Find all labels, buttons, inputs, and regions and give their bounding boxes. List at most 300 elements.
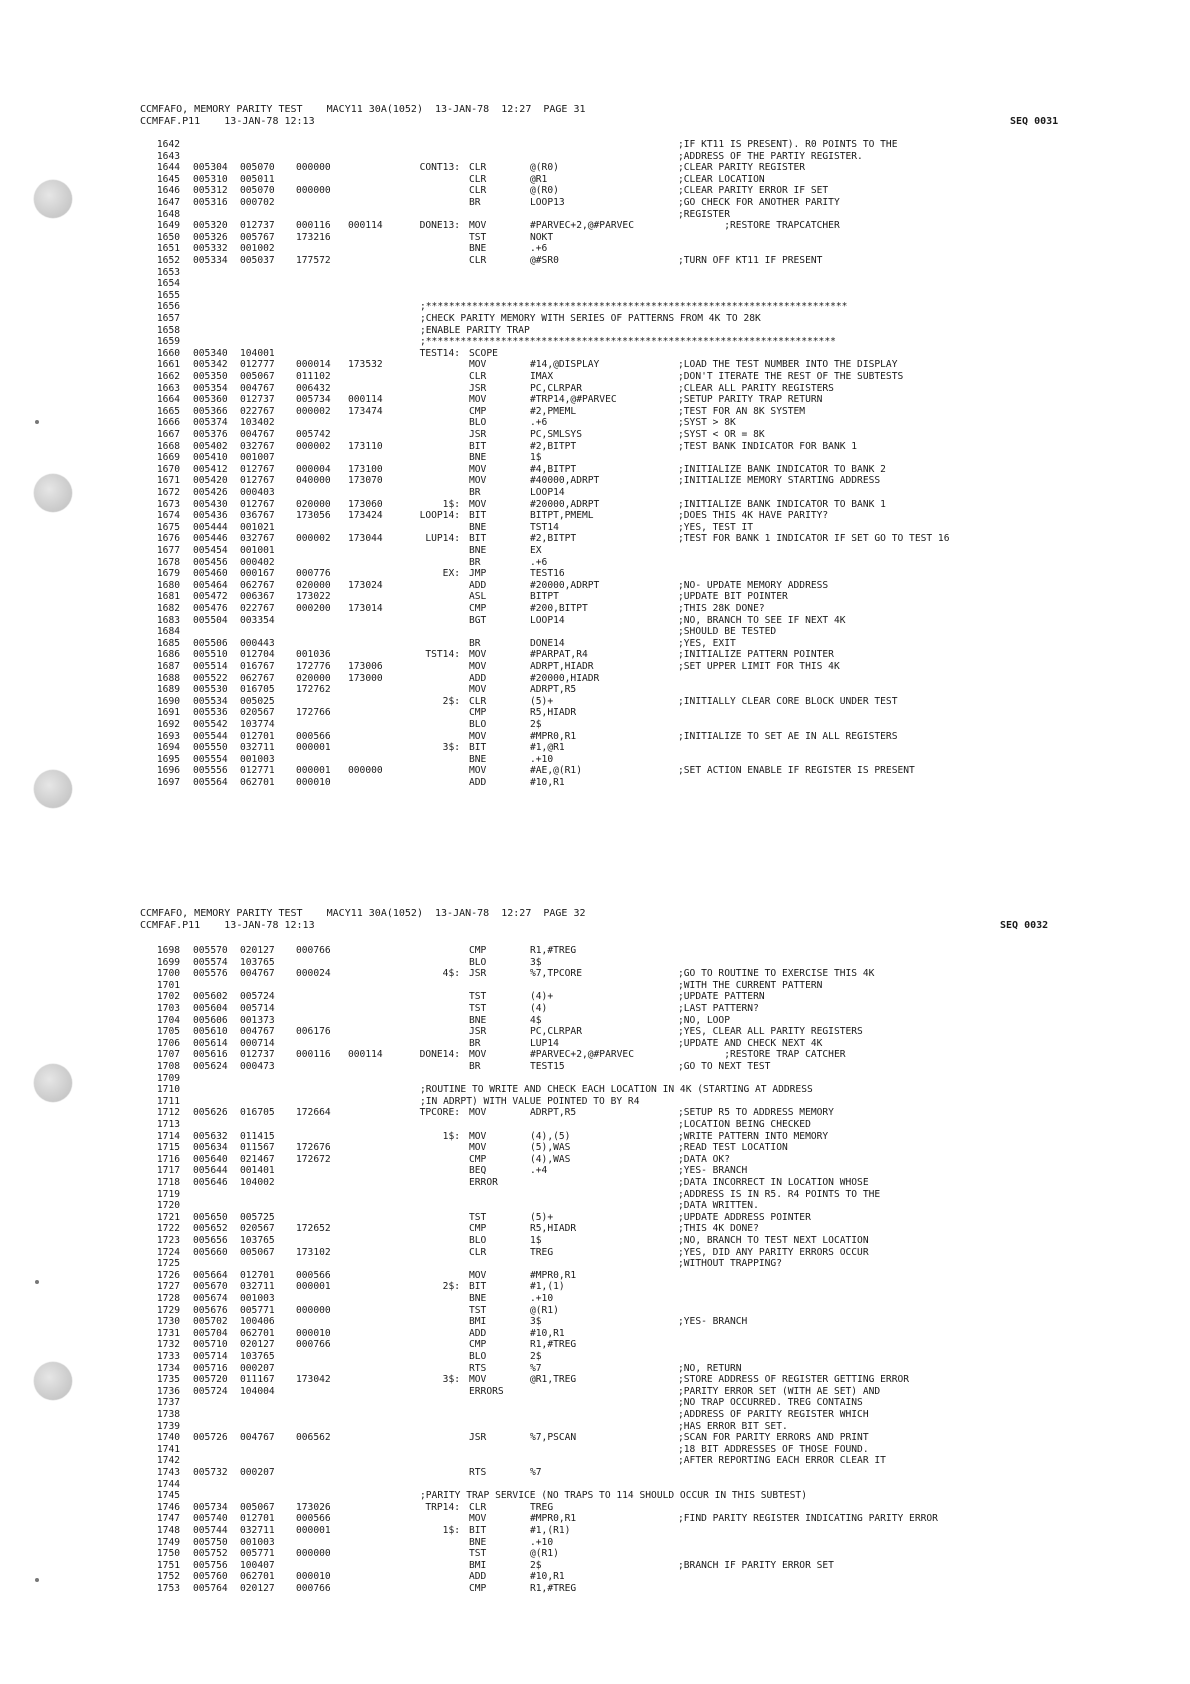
comment: ;DOES THIS 4K HAVE PARITY? bbox=[678, 510, 829, 522]
opcode: CMP bbox=[469, 707, 487, 719]
line-number: 1650 bbox=[156, 231, 180, 243]
opcode: BLO bbox=[469, 1351, 487, 1362]
line-number: 1714 bbox=[156, 1130, 180, 1142]
operands: #1,(R1) bbox=[530, 1525, 571, 1536]
opcode: RTS bbox=[469, 1362, 487, 1374]
listing-line bbox=[0, 1351, 1190, 1363]
operands: R1,#TREG bbox=[530, 1339, 577, 1351]
listing-line bbox=[0, 968, 1190, 980]
word-1: 062767 bbox=[240, 672, 275, 684]
operands: .+6 bbox=[530, 556, 548, 568]
word-1: 001021 bbox=[240, 521, 275, 533]
comment-block: ;*********************************************************************** bbox=[420, 336, 836, 348]
operands: @(R1) bbox=[530, 1304, 559, 1316]
opcode: MOV bbox=[469, 730, 487, 742]
address: 005614 bbox=[193, 1037, 228, 1049]
line-number: 1660 bbox=[156, 347, 180, 359]
opcode: CMP bbox=[469, 1223, 487, 1235]
line-number: 1675 bbox=[156, 521, 180, 533]
word-1: 005067 bbox=[240, 371, 275, 382]
line-number: 1669 bbox=[156, 452, 180, 464]
opcode: CLR bbox=[469, 1246, 487, 1258]
opcode: ADD bbox=[469, 579, 487, 591]
comment: ;RESTORE TRAPCATCHER bbox=[678, 220, 840, 232]
line-number: 1721 bbox=[156, 1211, 180, 1223]
comment: ;NO, BRANCH TO SEE IF NEXT 4K bbox=[678, 614, 846, 626]
line-number: 1697 bbox=[156, 777, 180, 788]
opcode: BR bbox=[469, 1037, 481, 1049]
line-number: 1706 bbox=[156, 1037, 180, 1049]
comment: ;UPDATE PATTERN bbox=[678, 991, 765, 1003]
line-number: 1671 bbox=[156, 475, 180, 487]
line-number: 1686 bbox=[156, 649, 180, 661]
label: EX: bbox=[442, 568, 460, 580]
listing-line bbox=[0, 742, 1190, 754]
word-1: 001003 bbox=[240, 1536, 275, 1548]
comment: ;INITIALIZE MEMORY STARTING ADDRESS bbox=[678, 475, 881, 487]
operands: %7 bbox=[530, 1362, 542, 1374]
operands: PC,SMLSYS bbox=[530, 429, 582, 440]
comment-block: ;PARITY TRAP SERVICE (NO TRAPS TO 114 SHOULD OCCUR IN THIS SUBTEST) bbox=[420, 1490, 807, 1502]
listing-line bbox=[0, 1293, 1190, 1305]
line-number: 1663 bbox=[156, 382, 180, 394]
listing-line bbox=[0, 1397, 1190, 1409]
address: 005714 bbox=[193, 1351, 228, 1362]
listing-line bbox=[0, 348, 1190, 360]
word-1: 005067 bbox=[240, 1246, 275, 1258]
line-number: 1658 bbox=[156, 324, 180, 336]
comment: ;INITIALIZE TO SET AE IN ALL REGISTERS bbox=[678, 730, 898, 742]
listing-line bbox=[0, 429, 1190, 441]
word-1: 001373 bbox=[240, 1014, 275, 1026]
line-number: 1731 bbox=[156, 1327, 180, 1339]
comment: ;YES- BRANCH bbox=[678, 1165, 748, 1177]
line-number: 1708 bbox=[156, 1061, 180, 1072]
word-2: 020000 bbox=[296, 579, 331, 591]
word-1: 020567 bbox=[240, 707, 275, 719]
line-number: 1667 bbox=[156, 429, 180, 440]
address: 005646 bbox=[193, 1177, 228, 1188]
line-number: 1746 bbox=[156, 1501, 180, 1513]
opcode: MOV bbox=[469, 1374, 487, 1386]
word-1: 012737 bbox=[240, 220, 275, 232]
comment: ;YES, DID ANY PARITY ERRORS OCCUR bbox=[678, 1246, 869, 1258]
comment: ;DON'T ITERATE THE REST OF THE SUBTESTS bbox=[678, 371, 904, 382]
opcode: TST bbox=[469, 1003, 487, 1014]
word-3: 000000 bbox=[348, 765, 383, 777]
address: 005576 bbox=[193, 968, 228, 980]
operands: #10,R1 bbox=[530, 1571, 565, 1583]
label: TEST14: bbox=[419, 347, 460, 359]
word-2: 172766 bbox=[296, 707, 331, 719]
line-number: 1665 bbox=[156, 405, 180, 417]
operands: EX bbox=[530, 545, 542, 556]
line-number: 1735 bbox=[156, 1374, 180, 1386]
listing-line bbox=[0, 1525, 1190, 1537]
word-2: 000001 bbox=[296, 765, 331, 777]
operands: @(R0) bbox=[530, 162, 559, 174]
line-number: 1644 bbox=[156, 162, 180, 174]
listing-line bbox=[0, 185, 1190, 197]
line-number: 1734 bbox=[156, 1362, 180, 1374]
word-1: 012701 bbox=[240, 1513, 275, 1525]
word-3: 173060 bbox=[348, 498, 383, 510]
opcode: MOV bbox=[469, 463, 487, 475]
comment: ;AFTER REPORTING EACH ERROR CLEAR IT bbox=[678, 1455, 886, 1467]
comment: ;IF KT11 IS PRESENT). R0 POINTS TO THE bbox=[678, 139, 898, 150]
operands: 2$ bbox=[530, 1351, 542, 1362]
comment: ;NO, BRANCH TO TEST NEXT LOCATION bbox=[678, 1235, 869, 1246]
listing-line bbox=[0, 957, 1190, 969]
operands: 2$ bbox=[530, 1559, 542, 1571]
listing-line bbox=[0, 487, 1190, 499]
address: 005446 bbox=[193, 533, 228, 545]
line-number: 1723 bbox=[156, 1235, 180, 1246]
address: 005304 bbox=[193, 162, 228, 174]
word-3: 173024 bbox=[348, 579, 383, 591]
operands: (4) bbox=[530, 1003, 548, 1014]
operands: #PARVEC+2,@#PARVEC bbox=[530, 220, 634, 232]
opcode: ADD bbox=[469, 672, 487, 684]
opcode: RTS bbox=[469, 1467, 487, 1478]
line-number: 1730 bbox=[156, 1316, 180, 1328]
word-1: 005771 bbox=[240, 1304, 275, 1316]
operands: (4),(5) bbox=[530, 1130, 571, 1142]
listing-line bbox=[0, 1177, 1190, 1189]
operands: PC,CLRPAR bbox=[530, 1026, 582, 1038]
word-2: 020000 bbox=[296, 498, 331, 510]
word-3: 173000 bbox=[348, 672, 383, 684]
address: 005760 bbox=[193, 1571, 228, 1583]
listing-line bbox=[0, 1305, 1190, 1317]
word-1: 016705 bbox=[240, 1107, 275, 1119]
address: 005326 bbox=[193, 231, 228, 243]
opcode: BMI bbox=[469, 1559, 487, 1571]
listing-line bbox=[0, 162, 1190, 174]
listing-line bbox=[0, 765, 1190, 777]
operands: @#SR0 bbox=[530, 255, 559, 266]
word-1: 011167 bbox=[240, 1374, 275, 1386]
opcode: TST bbox=[469, 1304, 487, 1316]
word-1: 000443 bbox=[240, 637, 275, 649]
operands: %7,TPCORE bbox=[530, 968, 582, 980]
word-2: 173102 bbox=[296, 1246, 331, 1258]
line-number: 1753 bbox=[156, 1583, 180, 1594]
operands: R5,HIADR bbox=[530, 1223, 577, 1235]
label: TST14: bbox=[425, 649, 460, 661]
comment: ;HAS ERROR BIT SET. bbox=[678, 1420, 788, 1432]
word-3: 173044 bbox=[348, 533, 383, 545]
label: 3$: bbox=[442, 1374, 460, 1386]
word-2: 000766 bbox=[296, 1339, 331, 1351]
opcode: BR bbox=[469, 556, 481, 568]
listing-line bbox=[0, 1235, 1190, 1247]
word-3: 173110 bbox=[348, 440, 383, 452]
listing-line bbox=[0, 980, 1190, 992]
listing-line bbox=[0, 1096, 1190, 1108]
line-number: 1657 bbox=[156, 313, 180, 324]
label: 2$: bbox=[442, 1281, 460, 1293]
listing-line bbox=[0, 603, 1190, 615]
listing-line bbox=[0, 255, 1190, 267]
opcode: BLO bbox=[469, 1235, 487, 1246]
address: 005410 bbox=[193, 452, 228, 464]
address: 005544 bbox=[193, 730, 228, 742]
address: 005334 bbox=[193, 255, 228, 266]
word-1: 104004 bbox=[240, 1385, 275, 1397]
operands: LOOP14 bbox=[530, 614, 565, 626]
address: 005542 bbox=[193, 719, 228, 730]
listing-line bbox=[0, 1154, 1190, 1166]
opcode: MOV bbox=[469, 1049, 487, 1061]
word-3: 000114 bbox=[348, 1049, 383, 1061]
address: 005342 bbox=[193, 359, 228, 371]
address: 005320 bbox=[193, 220, 228, 232]
line-number: 1738 bbox=[156, 1409, 180, 1420]
operands: #AE,@(R1) bbox=[530, 765, 582, 777]
listing-line bbox=[0, 777, 1190, 789]
word-1: 012737 bbox=[240, 394, 275, 406]
line-number: 1749 bbox=[156, 1536, 180, 1548]
line-number: 1694 bbox=[156, 742, 180, 754]
operands: @R1 bbox=[530, 173, 548, 185]
operands: #TRP14,@#PARVEC bbox=[530, 394, 617, 406]
word-2: 172664 bbox=[296, 1107, 331, 1119]
listing-line bbox=[0, 371, 1190, 383]
word-1: 022767 bbox=[240, 405, 275, 417]
line-number: 1699 bbox=[156, 956, 180, 968]
word-1: 104002 bbox=[240, 1177, 275, 1188]
address: 005644 bbox=[193, 1165, 228, 1177]
opcode: CMP bbox=[469, 945, 487, 956]
line-number: 1688 bbox=[156, 672, 180, 684]
comment: ;RESTORE TRAP CATCHER bbox=[678, 1049, 846, 1061]
opcode: MOV bbox=[469, 1130, 487, 1142]
address: 005510 bbox=[193, 649, 228, 661]
word-1: 001001 bbox=[240, 545, 275, 556]
listing-line bbox=[0, 139, 1190, 151]
operands: #MPR0,R1 bbox=[530, 730, 577, 742]
comment: ;GO CHECK FOR ANOTHER PARITY bbox=[678, 197, 840, 208]
address: 005634 bbox=[193, 1142, 228, 1154]
address: 005570 bbox=[193, 945, 228, 956]
operands: #MPR0,R1 bbox=[530, 1269, 577, 1281]
opcode: MOV bbox=[469, 475, 487, 487]
opcode: BLO bbox=[469, 417, 487, 429]
comment: ;DATA INCORRECT IN LOCATION WHOSE bbox=[678, 1177, 869, 1188]
listing-line bbox=[0, 1107, 1190, 1119]
word-2: 173216 bbox=[296, 231, 331, 243]
word-1: 011415 bbox=[240, 1130, 275, 1142]
word-2: 000566 bbox=[296, 1269, 331, 1281]
listing-line bbox=[0, 991, 1190, 1003]
address: 005504 bbox=[193, 614, 228, 626]
comment: ;NO- UPDATE MEMORY ADDRESS bbox=[678, 579, 829, 591]
line-number: 1689 bbox=[156, 684, 180, 696]
listing-line bbox=[0, 1339, 1190, 1351]
listing-line bbox=[0, 151, 1190, 163]
listing-line bbox=[0, 1455, 1190, 1467]
address: 005702 bbox=[193, 1316, 228, 1328]
word-1: 016767 bbox=[240, 661, 275, 672]
line-number: 1719 bbox=[156, 1188, 180, 1200]
opcode: BGT bbox=[469, 614, 487, 626]
word-1: 012771 bbox=[240, 765, 275, 777]
opcode: BMI bbox=[469, 1316, 487, 1328]
comment: ;SHOULD BE TESTED bbox=[678, 626, 777, 638]
line-number: 1666 bbox=[156, 417, 180, 429]
line-number: 1722 bbox=[156, 1223, 180, 1235]
word-1: 012767 bbox=[240, 475, 275, 487]
operands: #2,BITPT bbox=[530, 440, 577, 452]
comment: ;WITH THE CURRENT PATTERN bbox=[678, 979, 823, 991]
listing-line bbox=[0, 731, 1190, 743]
opcode: BIT bbox=[469, 742, 487, 754]
word-3: 173424 bbox=[348, 510, 383, 522]
opcode: MOV bbox=[469, 359, 487, 371]
line-number: 1698 bbox=[156, 945, 180, 956]
line-number: 1732 bbox=[156, 1339, 180, 1351]
comment: ;TEST FOR BANK 1 INDICATOR IF SET GO TO TEST 16 bbox=[678, 533, 950, 545]
word-2: 006432 bbox=[296, 382, 331, 394]
word-3: 000114 bbox=[348, 394, 383, 406]
line-number: 1684 bbox=[156, 626, 180, 638]
word-1: 004767 bbox=[240, 1026, 275, 1038]
word-2: 006562 bbox=[296, 1432, 331, 1444]
word-1: 005037 bbox=[240, 255, 275, 266]
listing-line bbox=[0, 1049, 1190, 1061]
address: 005430 bbox=[193, 498, 228, 510]
listing-line bbox=[0, 545, 1190, 557]
word-1: 103765 bbox=[240, 1235, 275, 1246]
operands: PC,CLRPAR bbox=[530, 382, 582, 394]
operands: .+6 bbox=[530, 417, 548, 429]
listing-line bbox=[0, 510, 1190, 522]
listing-line bbox=[0, 464, 1190, 476]
comment: ;SYST < OR = 8K bbox=[678, 429, 765, 440]
listing-line bbox=[0, 1073, 1190, 1085]
operands: R5,HIADR bbox=[530, 707, 577, 719]
word-2: 000000 bbox=[296, 162, 331, 174]
address: 005316 bbox=[193, 197, 228, 208]
opcode: TST bbox=[469, 231, 487, 243]
opcode: ADD bbox=[469, 777, 487, 788]
address: 005664 bbox=[193, 1269, 228, 1281]
operands: (5)+ bbox=[530, 695, 554, 707]
operands: TEST15 bbox=[530, 1061, 565, 1072]
operands: #MPR0,R1 bbox=[530, 1513, 577, 1525]
word-1: 012701 bbox=[240, 730, 275, 742]
word-1: 020127 bbox=[240, 1339, 275, 1351]
line-number: 1739 bbox=[156, 1420, 180, 1432]
line-number: 1748 bbox=[156, 1525, 180, 1536]
line-number: 1727 bbox=[156, 1281, 180, 1293]
operands: 3$ bbox=[530, 956, 542, 968]
address: 005732 bbox=[193, 1467, 228, 1478]
comment: ;READ TEST LOCATION bbox=[678, 1142, 788, 1154]
opcode: MOV bbox=[469, 661, 487, 672]
word-2: 000000 bbox=[296, 1304, 331, 1316]
listing-line bbox=[0, 1258, 1190, 1270]
address: 005632 bbox=[193, 1130, 228, 1142]
address: 005610 bbox=[193, 1026, 228, 1038]
line-number: 1716 bbox=[156, 1153, 180, 1165]
sequence-number: SEQ 0031 bbox=[1010, 116, 1059, 127]
address: 005536 bbox=[193, 707, 228, 719]
comment: ;BRANCH IF PARITY ERROR SET bbox=[678, 1559, 834, 1571]
word-2: 000001 bbox=[296, 742, 331, 754]
address: 005550 bbox=[193, 742, 228, 754]
operands: .+10 bbox=[530, 1293, 554, 1304]
word-2: 172676 bbox=[296, 1142, 331, 1154]
address: 005716 bbox=[193, 1362, 228, 1374]
listing-line bbox=[0, 1502, 1190, 1514]
line-number: 1725 bbox=[156, 1258, 180, 1270]
listing-line bbox=[0, 1026, 1190, 1038]
opcode: CMP bbox=[469, 1583, 487, 1594]
comment: ;REGISTER bbox=[678, 208, 730, 220]
label: 1$: bbox=[442, 1525, 460, 1536]
listing-line bbox=[0, 1212, 1190, 1224]
listing-line bbox=[0, 1444, 1190, 1456]
word-1: 032711 bbox=[240, 1281, 275, 1293]
opcode: MOV bbox=[469, 1142, 487, 1154]
operands: .+4 bbox=[530, 1165, 548, 1177]
opcode: BLO bbox=[469, 719, 487, 730]
word-1: 003354 bbox=[240, 614, 275, 626]
address: 005676 bbox=[193, 1304, 228, 1316]
word-3: 173474 bbox=[348, 405, 383, 417]
opcode: BNE bbox=[469, 1014, 487, 1026]
opcode: BNE bbox=[469, 1536, 487, 1548]
comment-block: ;ENABLE PARITY TRAP bbox=[420, 324, 530, 336]
listing-line bbox=[0, 1328, 1190, 1340]
opcode: MOV bbox=[469, 1269, 487, 1281]
word-2: 172672 bbox=[296, 1153, 331, 1165]
word-2: 020000 bbox=[296, 672, 331, 684]
word-1: 103402 bbox=[240, 417, 275, 429]
comment: ;YES, TEST IT bbox=[678, 521, 754, 533]
word-1: 021467 bbox=[240, 1153, 275, 1165]
opcode: CLR bbox=[469, 371, 487, 382]
word-1: 000473 bbox=[240, 1061, 275, 1072]
line-number: 1733 bbox=[156, 1351, 180, 1362]
comment: ;CLEAR LOCATION bbox=[678, 173, 765, 185]
line-number: 1728 bbox=[156, 1293, 180, 1304]
word-2: 000766 bbox=[296, 1583, 331, 1594]
comment: ;LOAD THE TEST NUMBER INTO THE DISPLAY bbox=[678, 359, 898, 371]
comment: ;YES- BRANCH bbox=[678, 1316, 748, 1328]
word-2: 001036 bbox=[296, 649, 331, 661]
line-number: 1709 bbox=[156, 1072, 180, 1084]
line-number: 1702 bbox=[156, 991, 180, 1003]
address: 005652 bbox=[193, 1223, 228, 1235]
word-2: 000014 bbox=[296, 359, 331, 371]
listing-line bbox=[0, 406, 1190, 418]
word-1: 005724 bbox=[240, 991, 275, 1003]
line-number: 1705 bbox=[156, 1026, 180, 1038]
listing-line bbox=[0, 1513, 1190, 1525]
address: 005412 bbox=[193, 463, 228, 475]
listing-line bbox=[0, 1119, 1190, 1131]
line-number: 1729 bbox=[156, 1304, 180, 1316]
opcode: CLR bbox=[469, 255, 487, 266]
page-header-file: CCMFAF.P11 13-JAN-78 12:13 bbox=[140, 920, 315, 931]
listing-line bbox=[0, 301, 1190, 313]
word-1: 005767 bbox=[240, 231, 275, 243]
address: 005556 bbox=[193, 765, 228, 777]
comment: ;GO TO NEXT TEST bbox=[678, 1061, 771, 1072]
